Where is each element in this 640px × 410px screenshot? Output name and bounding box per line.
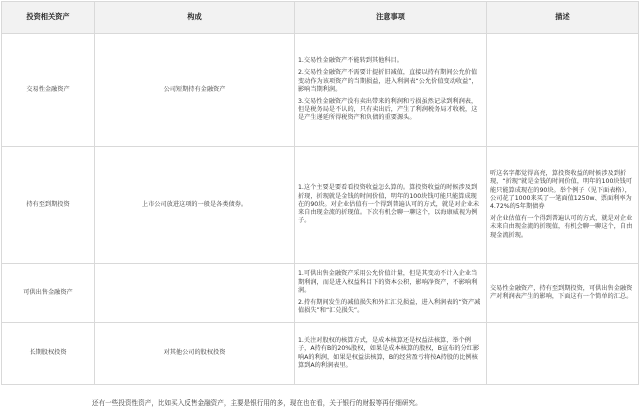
composition-cell — [95, 264, 295, 323]
description-cell — [487, 34, 639, 147]
asset-name-cell: 长期股权投资 — [2, 323, 95, 385]
note-paragraph: 1.可供出售金融资产采用公允价值计量，但是其变动不计入企业当期利润，而是进入权益科目下的资本公积，影响净资产，不影响利润。 — [298, 270, 478, 295]
description-cell — [487, 323, 639, 385]
header-cell: 投资相关资产 — [2, 2, 95, 34]
composition-cell: 对其他公司的股权投资 — [95, 323, 295, 385]
table-row — [2, 264, 639, 323]
note-paragraph: 1.这个主要是要看看投资收益怎么算的。算投资收益的时候涉及到折现，折现就是金钱的时间价值，明年的100块钱可能只能算成现在的90块。对企业估值有一个得到普遍认可的方式，就是对企业未来自由现金流的折现值。下次有机会聊一聊这个，以海康威视为例子。 — [298, 184, 480, 225]
header-cell: 构成 — [95, 2, 295, 34]
note-paragraph: 2.持有期间发生的减值损失和外汇汇兑损益，进入利润表的“资产减值损失”和“汇兑损失”。 — [298, 298, 481, 315]
table-header-row — [2, 2, 639, 34]
asset-name-cell: 可供出售金融资产 — [2, 264, 95, 323]
table-row — [2, 323, 639, 385]
description-paragraph: 听这名字都觉得高亮，算投资收益的时候涉及到折现，“折现”就是金钱的时间价值，明年的100块钱可能只能算成现在的90块。举个例子（见下面表格），公司花了1000来买了一笔面值1250w、票面利率为4.72%的5年期债券 — [490, 170, 632, 211]
table-row — [2, 34, 639, 147]
table-row — [2, 147, 639, 264]
footer-text: 还有一些投资性资产，比如买入反售金融资产，主要是银行用的多，现在也在看，关于银行的财报等再仔细研究。 — [92, 399, 422, 407]
asset-name-cell: 持有至到期投资 — [2, 147, 95, 264]
description-paragraph: 交易性金融资产，持有至到期投资，可供出售金融资产对利润表产生的影响，下面这有一个简单的汇总。 — [490, 284, 633, 300]
asset-name-cell: 交易性金融资产 — [2, 34, 95, 147]
notes-cell — [295, 323, 487, 385]
description-paragraph: 对企业估值有一个得到普遍认可的方式，就是对企业未来自由现金流的折现值，有机会聊一聊这个，自由现金流折现。 — [490, 215, 633, 239]
investment-assets-table — [1, 1, 639, 385]
composition-cell: 公司短期持有金融资产 — [95, 34, 295, 147]
header-cell: 描述 — [487, 2, 639, 34]
header-cell: 注意事项 — [295, 2, 487, 34]
notes-cell — [295, 147, 487, 264]
note-paragraph: 1.关注对股权的核算方式，是成本核算还是权益法核算，举个例子，A持有B的20%股权，如果是成本核算的股权，B宣布的分红影响A的利润，如果是权益法核算，B的经营盈亏将按A持股的比例核算到A的利润表里。 — [298, 336, 480, 369]
note-paragraph: 3.交易性金融资产没有卖出带来的利润和亏损虽然记录到利润表，但是税务局是不认的，只有卖出后，产生了利润税务局才收税，这是产生递延所得税资产和负债的重要源头。 — [298, 97, 478, 122]
note-paragraph: 2.交易性金融资产不需要计提折旧减值，直接以持有期间公允价值变动作为该项资产的当期损益，进入利润表“公允价值变动收益”，影响当期利润。 — [298, 69, 478, 93]
composition-cell: 上市公司放进这项的一般是各类债券。 — [95, 147, 295, 264]
note-paragraph: 1.交易性金融资产不能转到其他科目。 — [298, 57, 403, 65]
description-cell — [487, 264, 639, 323]
description-cell — [487, 147, 639, 264]
notes-cell — [295, 264, 487, 323]
notes-cell — [295, 34, 487, 147]
